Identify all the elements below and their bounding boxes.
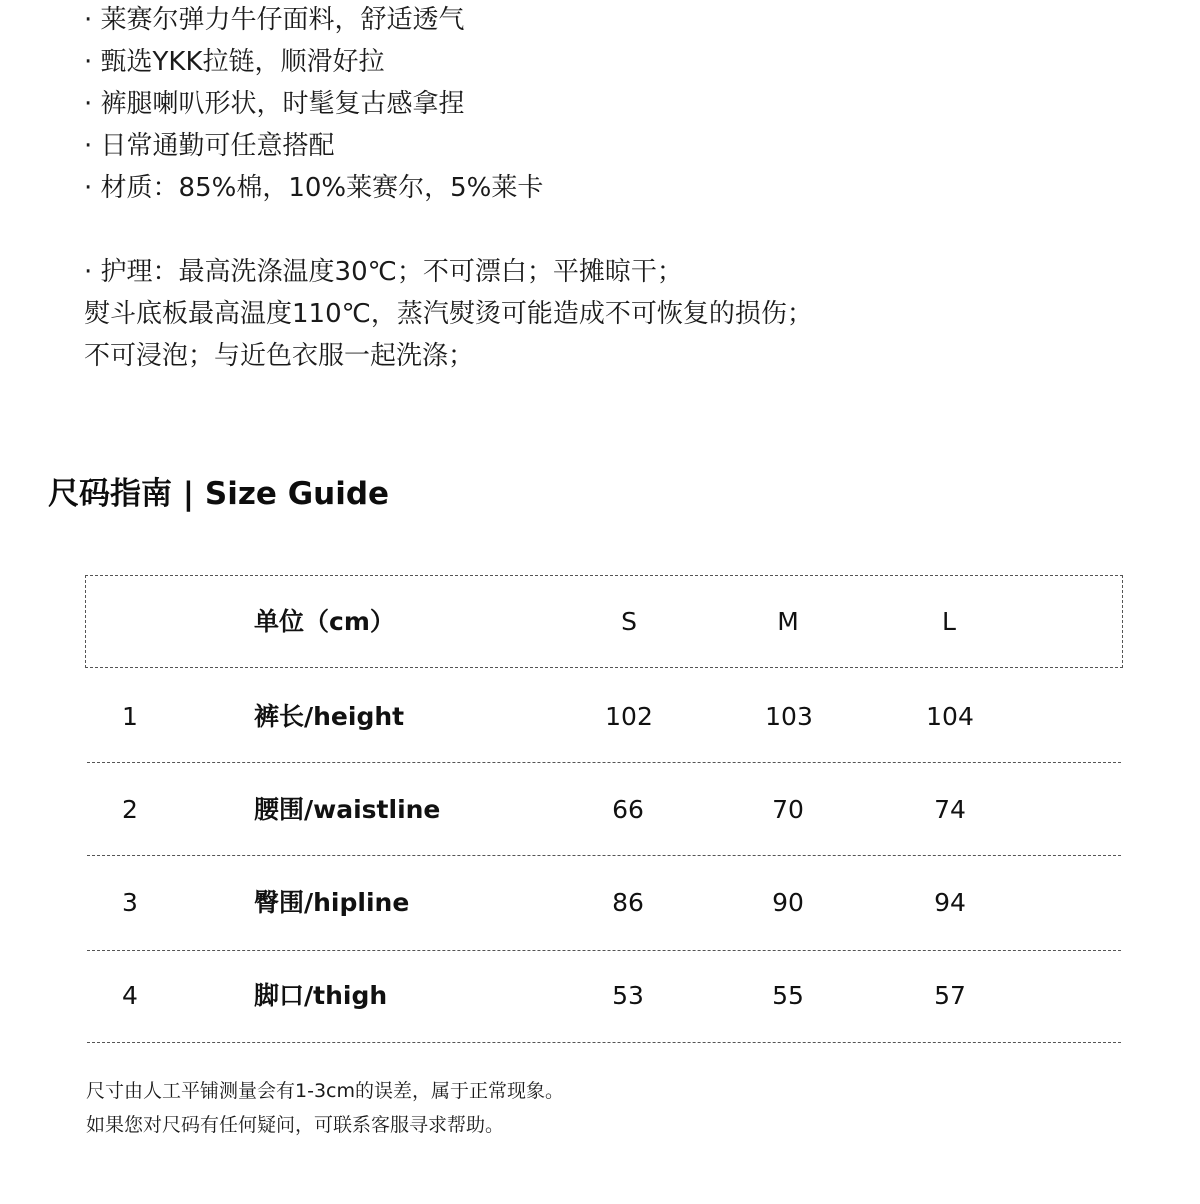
value-l: 74 xyxy=(934,795,966,824)
row-label: 腰围/waistline xyxy=(254,795,441,824)
row-divider xyxy=(87,762,1121,763)
feature-item: · 日常通勤可任意搭配 xyxy=(84,131,335,161)
value-m: 103 xyxy=(765,702,813,731)
table-header-box xyxy=(85,575,1123,668)
size-header-s: S xyxy=(621,607,637,636)
size-table xyxy=(85,575,1123,1045)
value-l: 57 xyxy=(934,981,966,1010)
row-index: 1 xyxy=(122,702,138,731)
value-l: 94 xyxy=(934,888,966,917)
measurement-note: 尺寸由人工平铺测量会有1-3cm的误差，属于正常现象。 xyxy=(86,1080,564,1102)
feature-item: · 甄选YKK拉链，顺滑好拉 xyxy=(84,47,385,77)
value-m: 55 xyxy=(772,981,804,1010)
unit-header: 单位（cm） xyxy=(254,607,395,636)
care-instruction: · 护理：最高洗涤温度30℃；不可漂白；平摊晾干； xyxy=(84,257,683,287)
value-m: 70 xyxy=(772,795,804,824)
size-guide-title: 尺码指南 | Size Guide xyxy=(48,476,390,512)
value-m: 90 xyxy=(772,888,804,917)
value-s: 102 xyxy=(605,702,653,731)
value-s: 53 xyxy=(612,981,644,1010)
feature-item: · 莱赛尔弹力牛仔面料，舒适透气 xyxy=(84,5,465,35)
contact-note: 如果您对尺码有任何疑问，可联系客服寻求帮助。 xyxy=(86,1114,505,1136)
row-label: 脚口/thigh xyxy=(254,981,388,1010)
row-index: 2 xyxy=(122,795,138,824)
row-label: 臀围/hipline xyxy=(254,888,410,917)
feature-item: · 材质：85%棉，10%莱赛尔，5%莱卡 xyxy=(84,173,544,203)
row-label: 裤长/height xyxy=(254,702,405,731)
care-instruction: 熨斗底板最高温度110℃，蒸汽熨烫可能造成不可恢复的损伤； xyxy=(84,299,813,329)
value-l: 104 xyxy=(926,702,974,731)
value-s: 86 xyxy=(612,888,644,917)
care-instruction: 不可浸泡；与近色衣服一起洗涤； xyxy=(84,341,475,371)
size-header-l: L xyxy=(942,607,956,636)
row-divider xyxy=(87,1042,1121,1043)
feature-item: · 裤腿喇叭形状，时髦复古感拿捏 xyxy=(84,89,465,119)
row-divider xyxy=(87,855,1121,856)
row-index: 3 xyxy=(122,888,138,917)
value-s: 66 xyxy=(612,795,644,824)
row-divider xyxy=(87,950,1121,951)
row-index: 4 xyxy=(122,981,138,1010)
size-header-m: M xyxy=(777,607,799,636)
